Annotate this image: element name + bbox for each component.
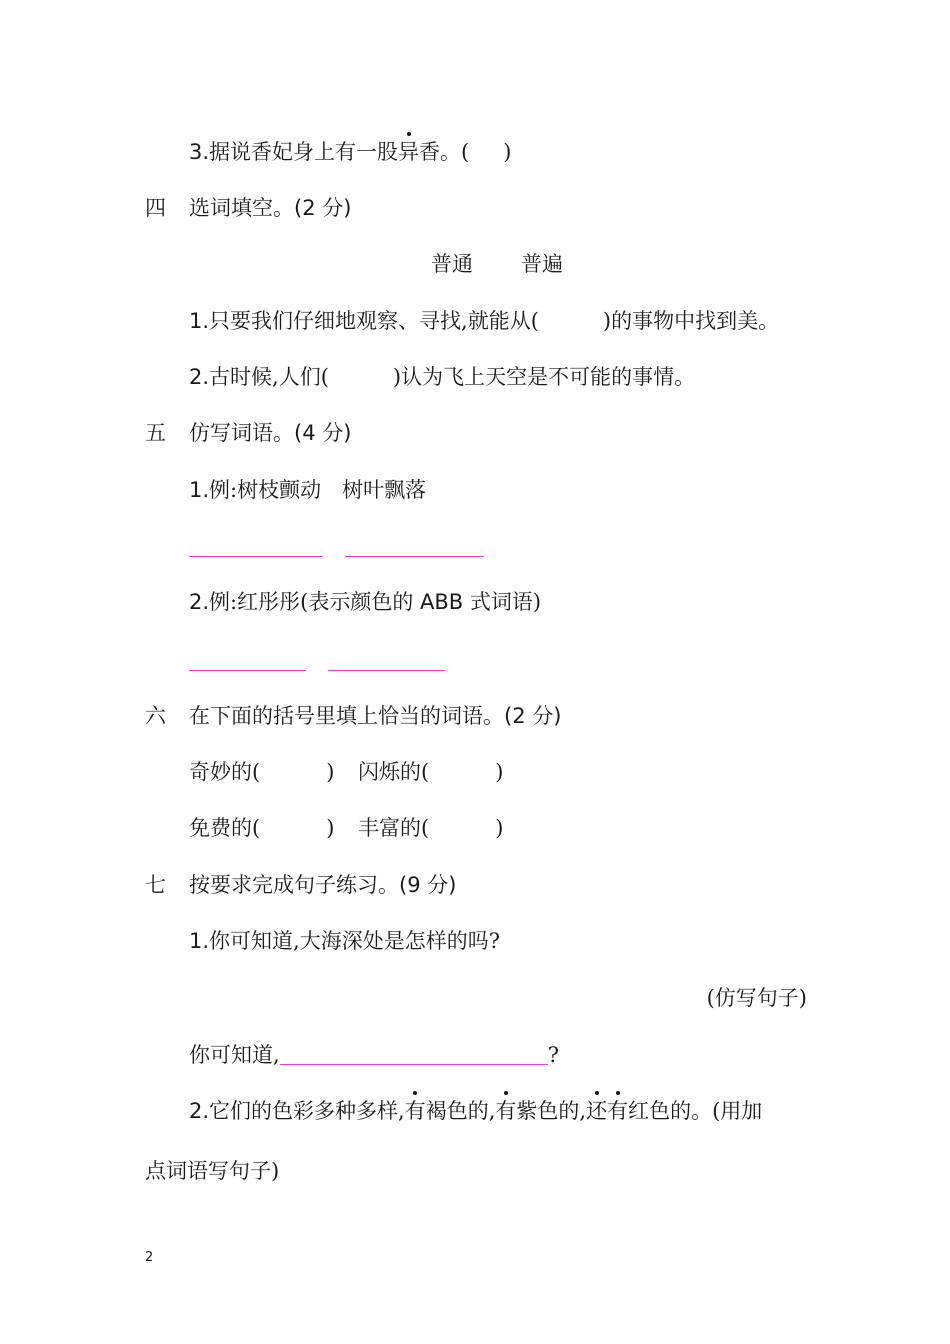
dotted-char: 异: [398, 140, 420, 164]
sentence-fill: [189, 1044, 559, 1066]
fill-item: [358, 818, 503, 839]
question-continuation: 点词语写句子): [145, 1159, 280, 1183]
question-number: 2.: [189, 590, 210, 614]
bracket-close: ): [326, 760, 335, 784]
sentence-start: 你可知道,: [189, 1043, 280, 1067]
question-text: 紫色的,: [516, 1099, 587, 1123]
bracket-close: ): [495, 816, 504, 840]
question-number: 3.: [189, 140, 210, 164]
question-text: 褐色的,: [425, 1099, 496, 1123]
section-6-number: 六: [145, 704, 166, 728]
fill-item: [189, 818, 334, 839]
answer-line[interactable]: [189, 670, 306, 671]
section-4-number: 四: [145, 196, 166, 220]
question-text: 例:树枝颤动 树叶飘落: [209, 478, 427, 502]
question-text: 你可知道,大海深处是怎样的吗?: [209, 929, 500, 953]
section-7-question-2: [189, 1101, 762, 1122]
section-4-question-2: [189, 367, 695, 388]
bracket-close: ): [495, 760, 504, 784]
section-7-number: 七: [145, 873, 166, 897]
question-text-end: 式词语): [463, 590, 542, 614]
abb-label: ABB: [420, 590, 464, 614]
section-7-title: 按要求完成句子练习。(9 分): [189, 873, 457, 897]
section-7-question-1: [189, 931, 500, 952]
instruction-hint: (仿写句子): [706, 986, 807, 1010]
fill-item: [189, 762, 334, 783]
page-number: 2: [145, 1250, 154, 1265]
section-6-title: 在下面的括号里填上恰当的词语。(2 分): [189, 704, 562, 728]
question-text: 古时候,人们(: [209, 365, 329, 389]
question-text: 红色的。(用加: [628, 1099, 763, 1123]
fill-item: [358, 762, 503, 783]
word-option-1: 普通: [431, 252, 473, 276]
section-5-title: 仿写词语。(4 分): [189, 421, 352, 445]
question-text: 例:红彤彤(表示颜色的: [209, 590, 420, 614]
section-5-question-1: [189, 480, 426, 501]
section-4-question-1: [189, 311, 779, 332]
dotted-char: 还: [586, 1099, 608, 1123]
question-number: 1.: [189, 309, 210, 333]
question-number: 2.: [189, 1099, 210, 1123]
question-text: 它们的色彩多种多样,: [209, 1099, 405, 1123]
question-text: 只要我们仔细地观察、寻找,就能从(: [209, 309, 539, 333]
bracket-close: ): [326, 816, 335, 840]
bracket-close: ): [503, 140, 512, 164]
question-text: 据说香妃身上有一股: [209, 140, 399, 164]
section-4-title: 选词填空。(2 分): [189, 196, 352, 220]
question-number: 1.: [189, 929, 210, 953]
section-5-number: 五: [145, 421, 166, 445]
answer-line[interactable]: [280, 1044, 548, 1065]
section-5-question-2: [189, 592, 541, 613]
dotted-char: 有: [607, 1099, 629, 1123]
question-number: 2.: [189, 365, 210, 389]
answer-line[interactable]: [328, 670, 445, 671]
fill-label: 丰富的(: [358, 816, 430, 840]
question-number: 1.: [189, 478, 210, 502]
fill-label: 奇妙的(: [189, 760, 261, 784]
sentence-end: ?: [547, 1043, 559, 1067]
dotted-char: 有: [404, 1099, 426, 1123]
question-text-end: 香。(: [419, 140, 470, 164]
question-text-end: )的事物中找到美。: [602, 309, 780, 333]
question-3: [189, 142, 511, 163]
question-text-end: )认为飞上天空是不可能的事情。: [392, 365, 696, 389]
word-option-2: 普遍: [521, 252, 563, 276]
fill-label: 闪烁的(: [358, 760, 430, 784]
dotted-char: 有: [495, 1099, 517, 1123]
answer-line[interactable]: [189, 556, 323, 557]
answer-line[interactable]: [345, 556, 484, 557]
fill-label: 免费的(: [189, 816, 261, 840]
